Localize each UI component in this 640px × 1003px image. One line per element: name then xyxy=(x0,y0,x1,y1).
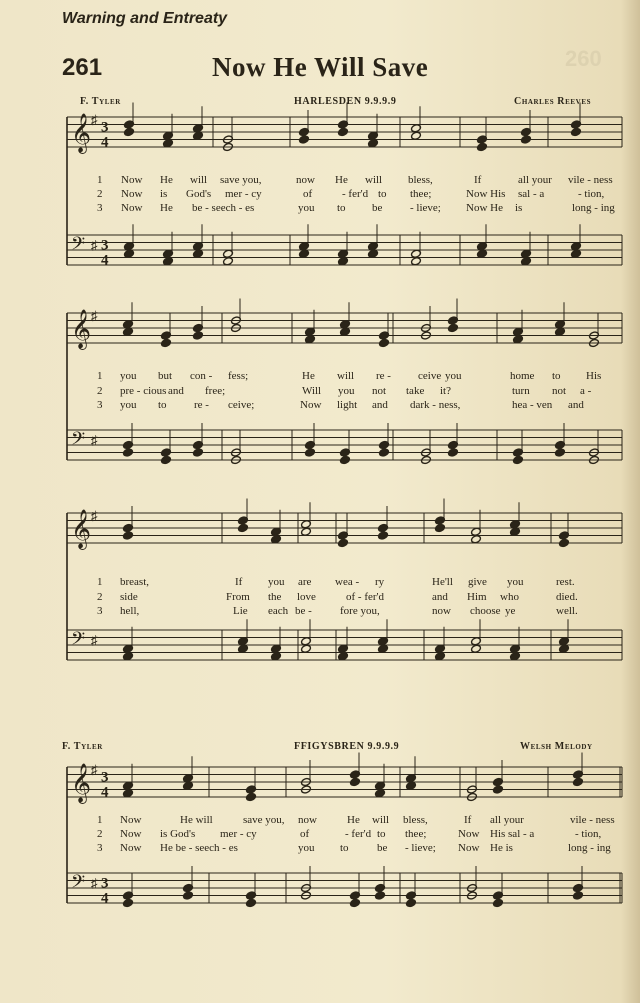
lyric-syllable: He xyxy=(160,174,173,186)
bass-key-sharp: ♯ xyxy=(91,875,98,891)
bass-note xyxy=(375,891,386,900)
treble-note xyxy=(123,789,134,798)
lyric-syllable: of xyxy=(303,188,313,200)
lyric-syllable: - tion, xyxy=(575,828,602,840)
hymn-number: 261 xyxy=(62,54,103,81)
lyric-syllable: Now His xyxy=(466,188,506,200)
treble-note xyxy=(510,527,521,536)
bass-note xyxy=(573,891,584,900)
treble-key-sharp: ♯ xyxy=(91,111,98,127)
treble-note xyxy=(448,323,459,332)
bass-clef: 𝄢 xyxy=(71,872,86,897)
lyric-syllable: Now xyxy=(300,399,322,411)
bass-note xyxy=(123,448,134,457)
treble-note xyxy=(368,139,379,148)
treble-note xyxy=(338,538,349,547)
lyric-syllable: re - xyxy=(194,399,209,411)
lyric-syllable: pre - cious xyxy=(120,385,167,397)
verse-number: 2 xyxy=(97,591,103,603)
lyric-syllable: love xyxy=(297,591,316,603)
tune1-name: HARLESDEN 9.9.9.9 xyxy=(294,96,397,107)
lyric-syllable: He xyxy=(160,202,173,214)
lyric-syllable: is xyxy=(515,202,523,214)
treble-note xyxy=(161,338,172,347)
treble-note xyxy=(435,523,446,532)
lyric-syllable: will xyxy=(337,370,355,382)
lyric-syllable: Lie xyxy=(233,605,248,617)
lyric-syllable: ry xyxy=(375,576,385,588)
lyric-syllable: mer - cy xyxy=(220,828,257,840)
treble-note xyxy=(477,142,488,151)
lyric-syllable: you xyxy=(120,399,137,411)
treble-note xyxy=(193,131,204,140)
lyric-syllable: vile - ness xyxy=(570,814,615,826)
treble-note xyxy=(183,781,194,790)
bass-note xyxy=(238,644,249,653)
lyric-syllable: light xyxy=(337,399,358,411)
lyric-syllable: you xyxy=(298,842,315,854)
lyric-syllable: Will xyxy=(302,385,322,397)
lyric-syllable: save you, xyxy=(220,174,262,186)
lyric-syllable: and xyxy=(372,399,388,411)
bass-note xyxy=(299,249,310,258)
lyric-syllable: He be - seech - es xyxy=(160,842,238,854)
lyric-syllable: and xyxy=(568,399,584,411)
lyric-syllable: of - fer'd xyxy=(346,591,385,603)
verse-number: 3 xyxy=(97,605,103,617)
lyric-syllable: you xyxy=(268,576,285,588)
lyric-syllable: ceive; xyxy=(228,399,255,411)
lyric-syllable: now xyxy=(298,814,317,826)
lyric-syllable: now xyxy=(296,174,315,186)
bass-note xyxy=(183,891,194,900)
lyric-syllable: is xyxy=(160,188,168,200)
bass-note xyxy=(406,898,417,907)
lyric-syllable: is God's xyxy=(160,828,196,840)
bass-note xyxy=(193,448,204,457)
bass-note xyxy=(305,448,316,457)
bass-note xyxy=(124,249,135,258)
bass-key-sharp: ♯ xyxy=(91,632,98,648)
bass-note xyxy=(521,257,532,266)
lyric-syllable: Now xyxy=(121,202,143,214)
lyric-syllable: long - ing xyxy=(568,842,611,854)
lyric-syllable: take xyxy=(406,385,425,397)
bass-note xyxy=(513,455,524,464)
bass-note xyxy=(368,249,379,258)
lyric-syllable: died. xyxy=(556,591,578,603)
lyric-syllable: Now He xyxy=(466,202,503,214)
lyric-syllable: He xyxy=(347,814,360,826)
lyric-syllable: home xyxy=(510,370,535,382)
bleed-through-number: 260 xyxy=(565,46,602,71)
lyric-syllable: From xyxy=(226,591,250,603)
treble-note xyxy=(471,535,482,544)
lyric-syllable: be - xyxy=(295,605,312,617)
lyric-syllable: not xyxy=(372,385,387,397)
lyric-syllable: you xyxy=(338,385,355,397)
tune2-author: F. Tyler xyxy=(62,741,103,752)
treble-note xyxy=(193,331,204,340)
lyric-syllable: be - seech - es xyxy=(192,202,255,214)
lyric-syllable: Now xyxy=(120,828,142,840)
time-signature-top: 3 xyxy=(101,119,109,136)
lyric-syllable: a - xyxy=(580,385,592,397)
lyric-syllable: long - ing xyxy=(572,202,615,214)
verse-number: 2 xyxy=(97,828,103,840)
lyric-syllable: Now xyxy=(120,842,142,854)
bass-note xyxy=(246,898,257,907)
lyric-syllable: vile - ness xyxy=(568,174,613,186)
time-signature-top: 3 xyxy=(101,875,109,892)
treble-note xyxy=(411,131,422,140)
treble-note xyxy=(375,789,386,798)
lyric-syllable: be xyxy=(377,842,388,854)
lyric-syllable: - lieve; xyxy=(405,842,436,854)
lyric-syllable: dark - ness, xyxy=(410,399,461,411)
lyric-syllable: not xyxy=(552,385,567,397)
treble-note xyxy=(238,523,249,532)
lyric-syllable: re - xyxy=(376,370,391,382)
bass-note xyxy=(223,257,234,266)
lyric-syllable: Now xyxy=(121,188,143,200)
lyric-syllable: will xyxy=(372,814,390,826)
time-signature-top: 3 xyxy=(101,769,109,786)
bass-note xyxy=(571,249,582,258)
tune2-composer: Welsh Melody xyxy=(520,741,593,752)
lyric-syllable: be xyxy=(372,202,383,214)
bass-note xyxy=(555,448,566,457)
treble-key-sharp: ♯ xyxy=(91,507,98,523)
treble-note xyxy=(163,139,174,148)
treble-note xyxy=(521,135,532,144)
lyric-syllable: of xyxy=(300,828,310,840)
bass-note xyxy=(350,898,361,907)
time-signature-bottom: 4 xyxy=(101,784,109,801)
lyric-syllable: to xyxy=(158,399,167,411)
bass-note xyxy=(338,257,349,266)
bass-note xyxy=(378,644,389,653)
lyric-syllable: who xyxy=(500,591,519,603)
lyric-syllable: all your xyxy=(490,814,524,826)
lyric-syllable: He xyxy=(302,370,315,382)
time-signature-top: 3 xyxy=(101,237,109,254)
lyric-syllable: con - xyxy=(190,370,213,382)
treble-note xyxy=(124,127,135,136)
tune2-name: FFIGYSBREN 9.9.9.9 xyxy=(294,741,400,752)
bass-note xyxy=(340,455,351,464)
lyric-syllable: He'll xyxy=(432,576,453,588)
bass-note xyxy=(559,644,570,653)
bass-note xyxy=(435,652,446,661)
bass-note xyxy=(193,249,204,258)
time-signature-bottom: 4 xyxy=(101,252,109,269)
treble-note xyxy=(493,785,504,794)
lyric-syllable: side xyxy=(120,591,138,603)
lyric-syllable: all your xyxy=(518,174,552,186)
bass-note xyxy=(271,652,282,661)
lyric-syllable: Now xyxy=(458,828,480,840)
lyric-syllable: He will xyxy=(180,814,213,826)
lyric-syllable: choose xyxy=(470,605,501,617)
lyric-syllable: turn xyxy=(512,385,530,397)
bass-clef: 𝄢 xyxy=(71,234,86,259)
treble-note xyxy=(301,527,312,536)
treble-note xyxy=(350,777,361,786)
lyric-syllable: and xyxy=(168,385,184,397)
bass-key-sharp: ♯ xyxy=(91,432,98,448)
treble-note xyxy=(406,781,417,790)
lyric-syllable: it? xyxy=(440,385,451,397)
lyric-syllable: - tion, xyxy=(578,188,605,200)
section-title: Warning and Entreaty xyxy=(62,10,228,27)
lyric-syllable: will xyxy=(365,174,383,186)
lyric-syllable: His sal - a xyxy=(490,828,535,840)
treble-clef: 𝄞 xyxy=(71,509,92,549)
lyric-syllable: rest. xyxy=(556,576,575,588)
hymn-title: Now He Will Save xyxy=(212,52,429,82)
bass-clef: 𝄢 xyxy=(71,629,86,654)
lyric-syllable: are xyxy=(298,576,312,588)
time-signature-bottom: 4 xyxy=(101,890,109,907)
bass-note xyxy=(163,257,174,266)
bass-key-sharp: ♯ xyxy=(91,237,98,253)
verse-number: 3 xyxy=(97,202,103,214)
lyric-syllable: If xyxy=(235,576,243,588)
bass-note xyxy=(123,652,134,661)
lyric-syllable: - fer'd xyxy=(345,828,372,840)
lyric-syllable: If xyxy=(474,174,482,186)
lyric-syllable: fore you, xyxy=(340,605,380,617)
lyric-syllable: to xyxy=(378,188,387,200)
lyric-syllable: and xyxy=(432,591,448,603)
bass-note xyxy=(448,448,459,457)
treble-note xyxy=(271,535,282,544)
verse-number: 1 xyxy=(97,174,103,186)
time-signature-bottom: 4 xyxy=(101,134,109,151)
lyric-syllable: you xyxy=(298,202,315,214)
lyric-syllable: save you, xyxy=(243,814,285,826)
lyric-syllable: you xyxy=(507,576,524,588)
lyric-syllable: you xyxy=(445,370,462,382)
lyric-syllable: but xyxy=(158,370,173,382)
bass-note xyxy=(301,644,312,653)
verse-number: 3 xyxy=(97,842,103,854)
treble-key-sharp: ♯ xyxy=(91,761,98,777)
lyric-syllable: to xyxy=(552,370,561,382)
lyric-syllable: Him xyxy=(467,591,487,603)
treble-note xyxy=(559,538,570,547)
lyric-syllable: each xyxy=(268,605,289,617)
lyric-syllable: hell, xyxy=(120,605,140,617)
lyric-syllable: - lieve; xyxy=(410,202,441,214)
verse-number: 1 xyxy=(97,814,103,826)
lyric-syllable: Now xyxy=(458,842,480,854)
treble-note xyxy=(340,327,351,336)
treble-note xyxy=(246,792,257,801)
bass-note xyxy=(471,644,482,653)
lyric-syllable: thee; xyxy=(410,188,432,200)
lyric-syllable: to xyxy=(377,828,386,840)
bass-note xyxy=(477,249,488,258)
lyric-syllable: His xyxy=(586,370,602,382)
lyric-syllable: free; xyxy=(205,385,226,397)
lyric-syllable: ceive xyxy=(418,370,442,382)
lyric-syllable: If xyxy=(464,814,472,826)
lyric-syllable: give xyxy=(468,576,487,588)
verse-number: 1 xyxy=(97,370,103,382)
treble-clef: 𝄞 xyxy=(71,113,92,153)
lyric-syllable: you xyxy=(120,370,137,382)
lyric-syllable: fess; xyxy=(228,370,249,382)
treble-note xyxy=(299,135,310,144)
lyric-syllable: thee; xyxy=(405,828,427,840)
lyric-syllable: to xyxy=(337,202,346,214)
lyric-syllable: bless, xyxy=(403,814,428,826)
lyric-syllable: wea - xyxy=(335,576,360,588)
lyric-syllable: Now xyxy=(121,174,143,186)
treble-note xyxy=(513,335,524,344)
treble-note xyxy=(379,338,390,347)
treble-note xyxy=(305,335,316,344)
verse-number: 2 xyxy=(97,188,103,200)
lyric-syllable: God's xyxy=(186,188,212,200)
bass-note xyxy=(338,652,349,661)
treble-note xyxy=(555,327,566,336)
lyric-syllable: He xyxy=(335,174,348,186)
lyric-syllable: hea - ven xyxy=(512,399,553,411)
lyric-syllable: to xyxy=(340,842,349,854)
lyric-syllable: mer - cy xyxy=(225,188,262,200)
lyric-syllable: ye xyxy=(505,605,516,617)
lyric-syllable: - fer'd xyxy=(342,188,369,200)
tune1-composer: Charles Reeves xyxy=(514,96,592,107)
treble-clef: 𝄞 xyxy=(71,763,92,803)
treble-key-sharp: ♯ xyxy=(91,307,98,323)
lyric-syllable: breast, xyxy=(120,576,150,588)
bass-note xyxy=(379,448,390,457)
bass-note xyxy=(411,257,422,266)
treble-note xyxy=(571,127,582,136)
verse-number: 2 xyxy=(97,385,103,397)
treble-clef: 𝄞 xyxy=(71,309,92,349)
treble-note xyxy=(338,127,349,136)
tune1-author: F. Tyler xyxy=(80,96,121,107)
lyric-syllable: Now xyxy=(120,814,142,826)
bass-note xyxy=(510,652,521,661)
bass-note xyxy=(493,898,504,907)
bass-note xyxy=(161,455,172,464)
treble-note xyxy=(378,531,389,540)
verse-number: 3 xyxy=(97,399,103,411)
verse-number: 1 xyxy=(97,576,103,588)
lyric-syllable: will xyxy=(190,174,208,186)
lyric-syllable: well. xyxy=(556,605,578,617)
lyric-syllable: the xyxy=(268,591,282,603)
lyric-syllable: He is xyxy=(490,842,513,854)
lyric-syllable: bless, xyxy=(408,174,433,186)
treble-note xyxy=(123,531,134,540)
bass-note xyxy=(123,898,134,907)
treble-note xyxy=(573,777,584,786)
lyric-syllable: now xyxy=(432,605,451,617)
lyric-syllable: sal - a xyxy=(518,188,545,200)
bass-clef: 𝄢 xyxy=(71,429,86,454)
treble-note xyxy=(123,327,134,336)
